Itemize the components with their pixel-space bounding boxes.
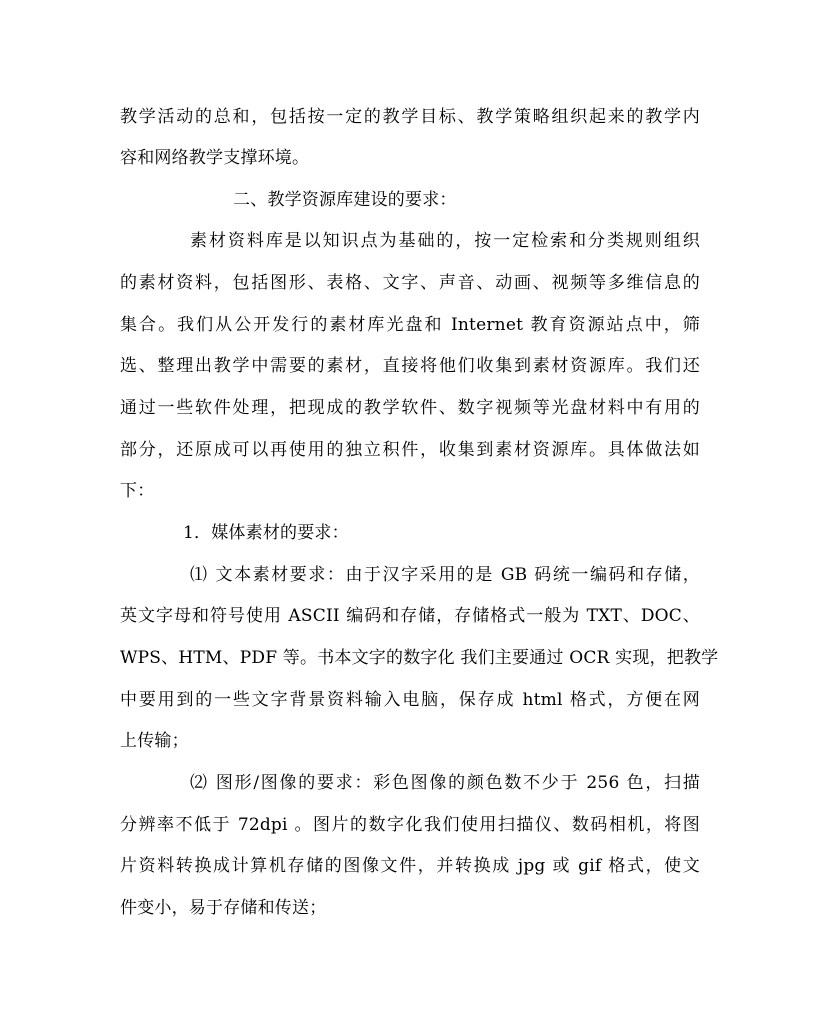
paragraph-line: 选、整理出教学中需要的素材，直接将他们收集到素材资源库。我们还 (120, 356, 700, 376)
paragraph-line: 素材资料库是以知识点为基础的，按一定检索和分类规则组织 (190, 231, 700, 251)
paragraph-line: 部分，还原成可以再使用的独立积件，收集到素材资源库。具体做法如 (120, 440, 700, 460)
paragraph-line: 下： (120, 481, 155, 501)
paragraph-line: 集合。我们从公开发行的素材库光盘和 Internet 教育资源站点中，筛 (120, 315, 700, 335)
section-heading: 二、教学资源库建设的要求： (233, 190, 457, 210)
paragraph-line: ⑴ 文本素材要求：由于汉字采用的是 GB 码统一编码和存储， (190, 565, 700, 585)
paragraph-line: 上传输； (120, 731, 189, 751)
paragraph-line: 中要用到的一些文字背景资料输入电脑，保存成 html 格式，方便在网 (120, 690, 700, 710)
paragraph-line: WPS、HTM、PDF 等。书本文字的数字化 我们主要通过 OCR 实现，把教学 (120, 648, 719, 668)
paragraph-line: 英文字母和符号使用 ASCII 编码和存储，存储格式一般为 TXT、DOC、 (120, 606, 700, 626)
subsection-heading: 1．媒体素材的要求： (183, 523, 349, 543)
paragraph-line: 片资料转换成计算机存储的图像文件，并转换成 jpg 或 gif 格式，使文 (120, 856, 700, 876)
paragraph-line: ⑵ 图形/图像的要求：彩色图像的颜色数不少于 256 色，扫描 (190, 773, 700, 793)
paragraph-line: 的素材资料，包括图形、表格、文字、声音、动画、视频等多维信息的 (120, 273, 700, 293)
paragraph-line: 容和网络教学支撑环境。 (120, 148, 310, 168)
paragraph-line: 通过一些软件处理，把现成的教学软件、数字视频等光盘材料中有用的 (120, 398, 700, 418)
paragraph-line: 件变小，易于存储和传送； (120, 898, 327, 918)
paragraph-line: 教学活动的总和，包括按一定的教学目标、教学策略组织起来的教学内 (120, 107, 700, 127)
paragraph-line: 分辨率不低于 72dpi 。图片的数字化我们使用扫描仪、数码相机，将图 (120, 815, 700, 835)
